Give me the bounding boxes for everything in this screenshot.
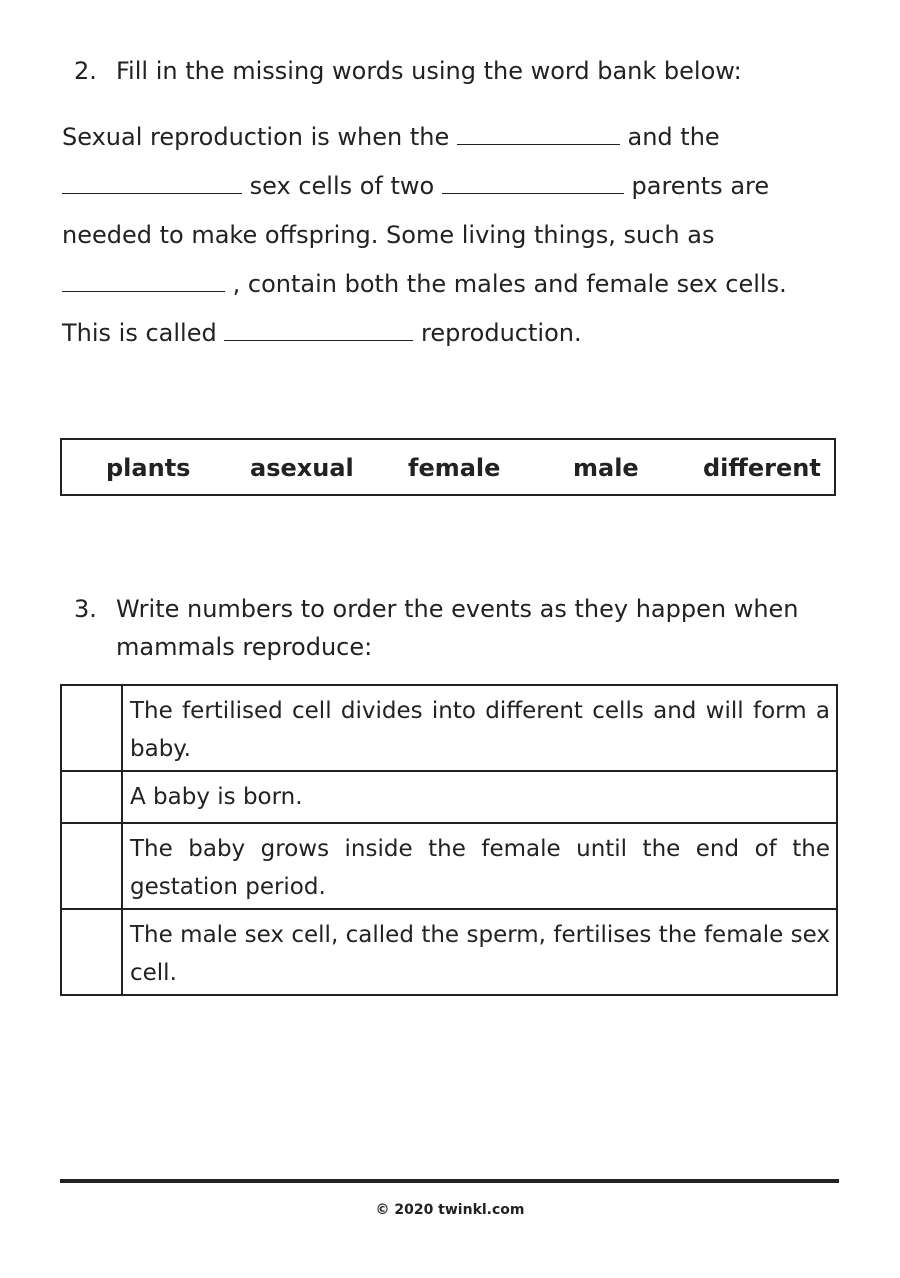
paragraph-text: and the <box>627 123 720 151</box>
paragraph-text: reproduction. <box>421 319 582 347</box>
question-2-heading <box>74 52 814 90</box>
paragraph-text: needed to make offspring. Some living things, such as <box>62 221 715 249</box>
word-bank-item: asexual <box>250 454 354 482</box>
question-3-prompt <box>116 590 814 666</box>
answer-blank-4[interactable] <box>62 290 225 292</box>
table-row <box>61 823 837 909</box>
event-order-table <box>60 684 838 996</box>
fill-in-paragraph <box>62 113 842 358</box>
order-number-input[interactable] <box>61 823 122 909</box>
table-row <box>61 685 837 771</box>
event-description: The fertilised cell divides into different cells and will form a baby. <box>122 685 837 771</box>
question-3-prompt-line: Write numbers to order the events as they happen when <box>116 595 799 623</box>
answer-blank-3[interactable] <box>442 192 624 194</box>
event-description: The baby grows inside the female until the end of the gestation period. <box>122 823 837 909</box>
answer-blank-5[interactable] <box>224 339 413 341</box>
word-bank-item: male <box>573 454 639 482</box>
paragraph-line <box>62 113 842 162</box>
footer-copyright: © 2020 twinkl.com <box>375 1202 525 1218</box>
paragraph-line <box>62 211 842 260</box>
paragraph-text: , contain both the males and female sex cells. <box>232 270 787 298</box>
question-3-prompt-line: mammals reproduce: <box>116 633 373 661</box>
paragraph-text: sex cells of two <box>249 172 435 200</box>
word-bank <box>60 438 836 496</box>
table-row <box>61 909 837 995</box>
word-bank-item: female <box>408 454 501 482</box>
paragraph-text: parents are <box>631 172 770 200</box>
question-2-prompt: Fill in the missing words using the word bank below: <box>116 57 742 85</box>
paragraph-text: This is called <box>62 319 217 347</box>
paragraph-text: Sexual reproduction is when the <box>62 123 450 151</box>
order-number-input[interactable] <box>61 771 122 823</box>
order-number-input[interactable] <box>61 909 122 995</box>
order-number-input[interactable] <box>61 685 122 771</box>
table-row <box>61 771 837 823</box>
word-bank-item: different <box>703 454 821 482</box>
event-description: A baby is born. <box>122 771 837 823</box>
event-description: The male sex cell, called the sperm, fertilises the female sex cell. <box>122 909 837 995</box>
paragraph-line <box>62 162 842 211</box>
question-3-number: 3. <box>74 595 97 623</box>
footer-divider <box>60 1179 839 1183</box>
paragraph-line <box>62 260 842 309</box>
answer-blank-2[interactable] <box>62 192 242 194</box>
answer-blank-1[interactable] <box>457 143 620 145</box>
question-2-number: 2. <box>74 57 97 85</box>
word-bank-item: plants <box>106 454 191 482</box>
question-3-heading <box>74 590 814 666</box>
paragraph-line <box>62 309 842 358</box>
